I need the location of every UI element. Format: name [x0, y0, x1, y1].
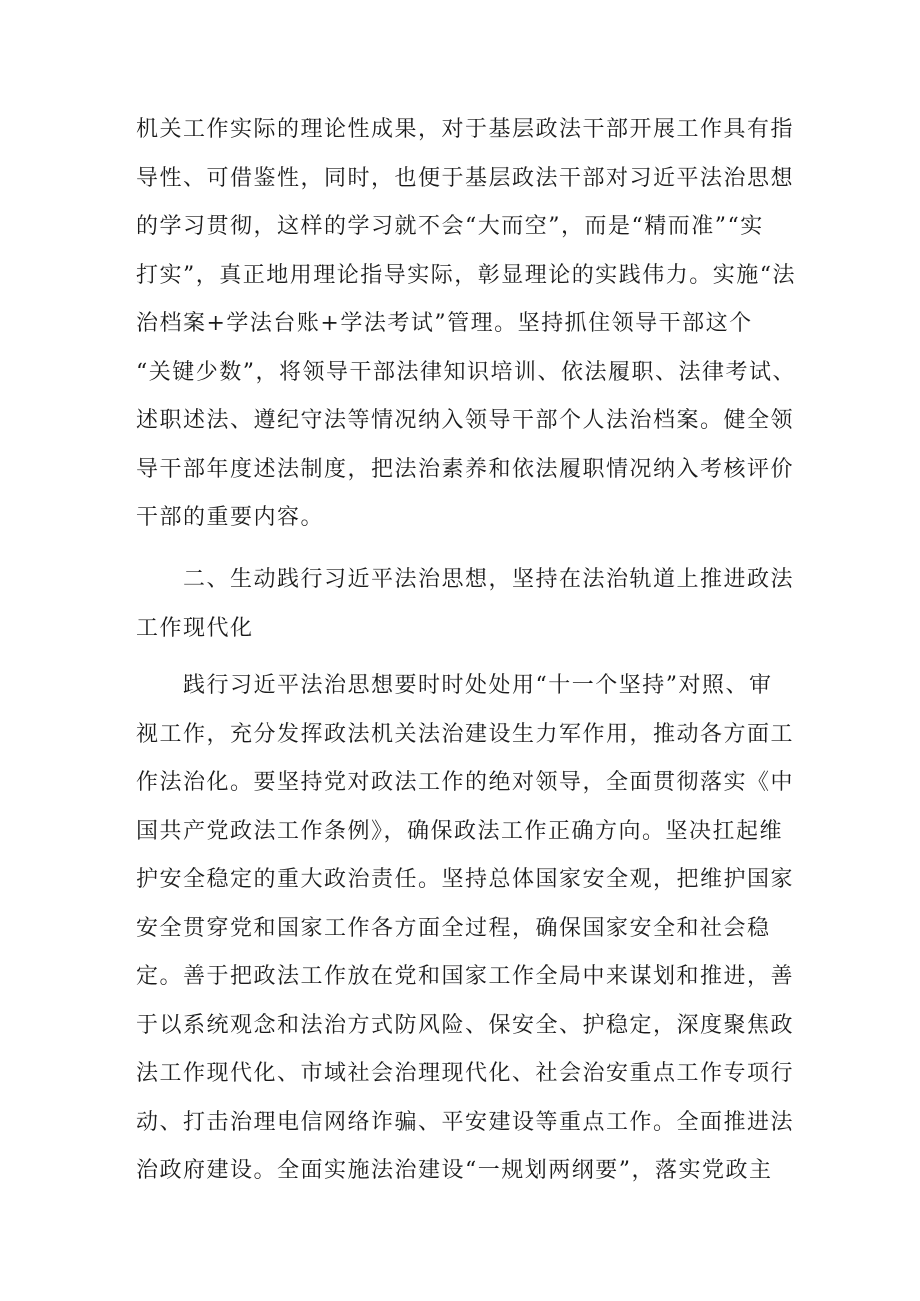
paragraph-line: 导干部年度述法制度，把法治素养和依法履职情况纳入考核评价 — [136, 456, 795, 482]
paragraph-line: 的学习贯彻，这样的学习就不会“大而空”，而是“精而准”“实 — [136, 214, 764, 239]
paragraph-line: 动、打击治理电信网络诈骗、平安建设等重点工作。全面推进法 — [136, 1109, 795, 1135]
section-heading-2 — [136, 556, 812, 653]
paragraph-line: 治政府建设。全面实施法治建设“一规划两纲要”，落实党政主 — [136, 1158, 773, 1183]
paragraph-1 — [136, 106, 812, 543]
paragraph-line: 导性、可借鉴性，同时，也便于基层政法干部对习近平法治思想 — [136, 165, 795, 191]
paragraph-line: “关键少数”，将领导干部法律知识培训、依法履职、法律考试、 — [136, 359, 796, 385]
heading-line: 二、生动践行习近平法治思想，坚持在法治轨道上推进政法 — [136, 567, 795, 592]
paragraph-line: 打实”，真正地用理论指导实际，彰显理论的实践伟力。实施“法 — [136, 262, 796, 288]
paragraph-line: 安全贯穿党和国家工作各方面全过程，确保国家安全和社会稳 — [136, 915, 771, 941]
paragraph-line: 视工作，充分发挥政法机关法治建设生力军作用，推动各方面工 — [136, 721, 795, 747]
paragraph-2 — [136, 662, 812, 1196]
paragraph-line: 机关工作实际的理论性成果，对于基层政法干部开展工作具有指 — [136, 117, 795, 142]
heading-line: 工作现代化 — [136, 615, 254, 641]
paragraph-line: 国共产党政法工作条例》，确保政法工作正确方向。坚决扛起维 — [136, 818, 784, 844]
paragraph-line: 定。善于把政法工作放在党和国家工作全局中来谋划和推进，善 — [136, 964, 795, 989]
paragraph-line: 作法治化。要坚持党对政法工作的绝对领导，全面贯彻落实《中 — [136, 770, 795, 795]
paragraph-line: 护安全稳定的重大政治责任。坚持总体国家安全观，把维护国家 — [136, 867, 795, 892]
paragraph-line: 于以系统观念和法治方式防风险、保安全、护稳定，深度聚焦政 — [136, 1012, 795, 1038]
paragraph-line: 践行习近平法治思想要时时处处用“十一个坚持”对照、审 — [136, 673, 773, 698]
paragraph-line: 法工作现代化、市域社会治理现代化、社会治安重点工作专项行 — [136, 1061, 795, 1086]
paragraph-line: 述职述法、遵纪守法等情况纳入领导干部个人法治档案。健全领 — [136, 408, 795, 433]
paragraph-line: 治档案+学法台账+学法考试”管理。坚持抓住领导干部这个 — [136, 311, 753, 336]
paragraph-line: 干部的重要内容。 — [136, 505, 325, 530]
